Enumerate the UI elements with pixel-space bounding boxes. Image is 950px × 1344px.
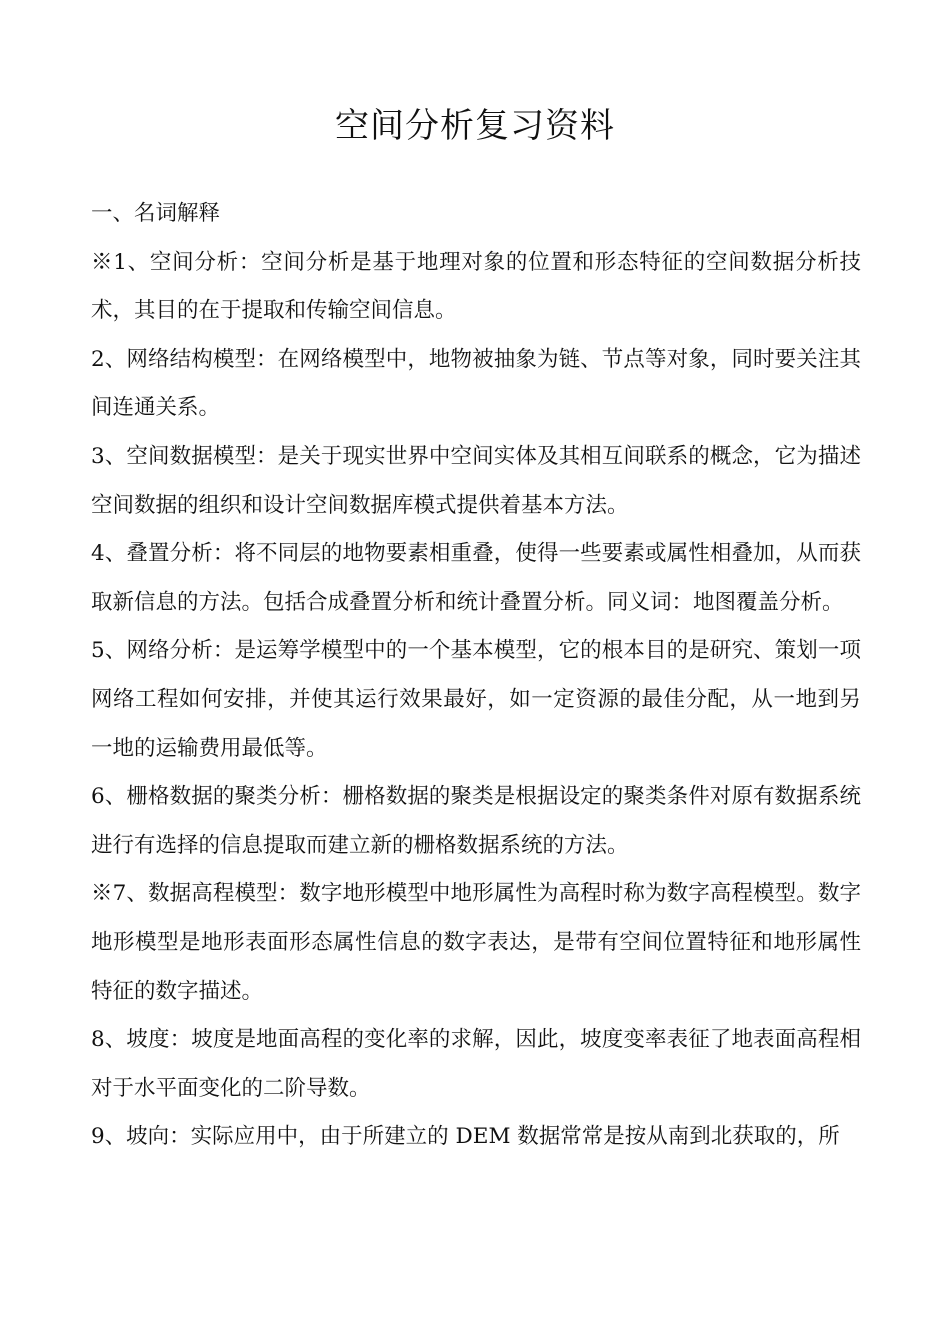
entry-elevation-model: ※7、数据高程模型：数字地形模型中地形属性为高程时称为数字高程模型。数字地形模型是地形表面形态属性信息的数字表达，是带有空间位置特征和地形属性特征的数字描述。	[91, 881, 861, 1004]
entry-slope: 8、坡度：坡度是地面高程的变化率的求解，因此，坡度变率表征了地表面高程相对于水平面变化的二阶导数。	[91, 1027, 861, 1101]
document-body	[91, 190, 861, 1162]
document-title: 空间分析复习资料	[335, 106, 615, 146]
entry-raster-cluster-analysis: 6、栅格数据的聚类分析：栅格数据的聚类是根据设定的聚类条件对原有数据系统进行有选择的信息提取而建立新的栅格数据系统的方法。	[91, 784, 861, 858]
entry-network-analysis: 5、网络分析：是运筹学模型中的一个基本模型，它的根本目的是研究、策划一项网络工程如何安排，并使其运行效果最好，如一定资源的最佳分配，从一地到另一地的运输费用最低等。	[91, 638, 861, 761]
entry-spatial-analysis: ※1、空间分析：空间分析是基于地理对象的位置和形态特征的空间数据分析技术，其目的在于提取和传输空间信息。	[91, 249, 861, 324]
entry-spatial-data-model: 3、空间数据模型：是关于现实世界中空间实体及其相互间联系的概念，它为描述空间数据的组织和设计空间数据库模式提供着基本方法。	[91, 443, 861, 518]
entry-aspect: 9、坡向：实际应用中，由于所建立的 DEM 数据常常是按从南到北获取的，所	[91, 1124, 840, 1150]
entry-network-structure-model: 2、网络结构模型：在网络模型中，地物被抽象为链、节点等对象，同时要关注其间连通关系。	[91, 346, 861, 421]
section-heading: 一、名词解释	[91, 201, 221, 226]
entry-overlay-analysis: 4、叠置分析：将不同层的地物要素相重叠，使得一些要素或属性相叠加，从而获取新信息的方法。包括合成叠置分析和统计叠置分析。同义词：地图覆盖分析。	[91, 541, 861, 615]
